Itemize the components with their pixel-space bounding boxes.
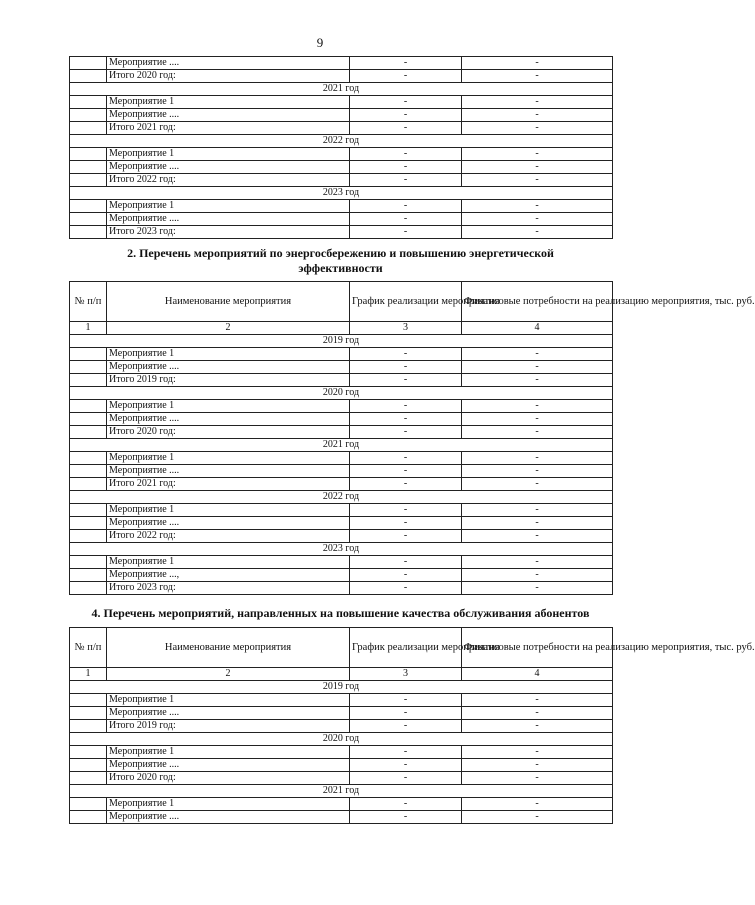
- activity-name: Мероприятие ....: [107, 517, 350, 530]
- finance-value: -: [462, 109, 613, 122]
- activity-name: Мероприятие ....: [107, 413, 350, 426]
- activity-row: [70, 213, 613, 226]
- schedule-value: -: [350, 122, 462, 135]
- activity-name: Мероприятие ....: [107, 707, 350, 720]
- row-number-cell: [70, 161, 107, 174]
- schedule-value: -: [350, 707, 462, 720]
- finance-value: -: [462, 452, 613, 465]
- row-number-cell: [70, 517, 107, 530]
- schedule-value: -: [350, 361, 462, 374]
- row-number-cell: [70, 798, 107, 811]
- activity-row: [70, 569, 613, 582]
- finance-value: -: [462, 569, 613, 582]
- row-number-cell: [70, 200, 107, 213]
- year-label: 2023 год: [70, 543, 613, 556]
- activity-row: [70, 452, 613, 465]
- finance-value: -: [462, 361, 613, 374]
- finance-value: -: [462, 478, 613, 491]
- col-number: 2: [107, 322, 350, 335]
- activity-row: [70, 759, 613, 772]
- total-row: [70, 70, 613, 83]
- year-label: 2021 год: [70, 83, 613, 96]
- row-number-cell: [70, 426, 107, 439]
- schedule-value: -: [350, 374, 462, 387]
- schedule-value: -: [350, 478, 462, 491]
- col-number: 1: [70, 322, 107, 335]
- finance-value: -: [462, 798, 613, 811]
- activity-name: Мероприятие 1: [107, 694, 350, 707]
- total-row: [70, 174, 613, 187]
- schedule-value: -: [350, 57, 462, 70]
- page-number: 9: [316, 35, 324, 50]
- row-number-cell: [70, 400, 107, 413]
- continuation-table: [69, 56, 613, 239]
- activity-row: [70, 57, 613, 70]
- schedule-value: -: [350, 348, 462, 361]
- col-number: 1: [70, 668, 107, 681]
- schedule-value: -: [350, 200, 462, 213]
- row-number-cell: [70, 348, 107, 361]
- finance-value: -: [462, 517, 613, 530]
- total-label: Итого 2022 год:: [107, 174, 350, 187]
- total-label: Итого 2023 год:: [107, 226, 350, 239]
- schedule-value: -: [350, 694, 462, 707]
- activity-name: Мероприятие ....: [107, 57, 350, 70]
- activity-name: Мероприятие ....: [107, 759, 350, 772]
- total-row: [70, 772, 613, 785]
- schedule-value: -: [350, 504, 462, 517]
- row-number-cell: [70, 811, 107, 824]
- activity-row: [70, 556, 613, 569]
- finance-value: -: [462, 70, 613, 83]
- finance-value: -: [462, 226, 613, 239]
- year-row: [70, 491, 613, 504]
- total-label: Итого 2020 год:: [107, 772, 350, 785]
- finance-value: -: [462, 200, 613, 213]
- activity-name: Мероприятие ....: [107, 465, 350, 478]
- finance-value: -: [462, 582, 613, 595]
- schedule-value: -: [350, 746, 462, 759]
- col-header-finance: Финансовые потребности на реализацию мероприятия, тыс. руб.: [462, 282, 613, 322]
- total-label: Итого 2022 год:: [107, 530, 350, 543]
- row-number-cell: [70, 213, 107, 226]
- col-header-name: Наименование мероприятия: [107, 628, 350, 668]
- activity-name: Мероприятие 1: [107, 200, 350, 213]
- total-row: [70, 720, 613, 733]
- row-number-cell: [70, 530, 107, 543]
- activity-row: [70, 109, 613, 122]
- row-number-cell: [70, 582, 107, 595]
- col-number: 2: [107, 668, 350, 681]
- row-number-cell: [70, 569, 107, 582]
- row-number-cell: [70, 374, 107, 387]
- col-header-num: № п/п: [70, 282, 107, 322]
- finance-value: -: [462, 811, 613, 824]
- year-label: 2021 год: [70, 439, 613, 452]
- finance-value: -: [462, 426, 613, 439]
- total-row: [70, 582, 613, 595]
- year-label: 2019 год: [70, 335, 613, 348]
- schedule-value: -: [350, 556, 462, 569]
- schedule-value: -: [350, 226, 462, 239]
- finance-value: -: [462, 746, 613, 759]
- activity-row: [70, 348, 613, 361]
- row-number-cell: [70, 96, 107, 109]
- schedule-value: -: [350, 759, 462, 772]
- finance-value: -: [462, 213, 613, 226]
- activity-name: Мероприятие ....: [107, 161, 350, 174]
- year-label: 2021 год: [70, 785, 613, 798]
- year-label: 2019 год: [70, 681, 613, 694]
- schedule-value: -: [350, 161, 462, 174]
- schedule-value: -: [350, 798, 462, 811]
- section-2-title-line-2: эффективности: [298, 261, 383, 275]
- row-number-cell: [70, 465, 107, 478]
- finance-value: -: [462, 148, 613, 161]
- activity-name: Мероприятие ....: [107, 811, 350, 824]
- activity-row: [70, 504, 613, 517]
- schedule-value: -: [350, 174, 462, 187]
- activity-name: Мероприятие ....: [107, 213, 350, 226]
- year-row: [70, 439, 613, 452]
- total-label: Итого 2019 год:: [107, 720, 350, 733]
- finance-value: -: [462, 772, 613, 785]
- total-label: Итого 2019 год:: [107, 374, 350, 387]
- row-number-cell: [70, 226, 107, 239]
- activity-row: [70, 465, 613, 478]
- finance-value: -: [462, 122, 613, 135]
- year-label: 2020 год: [70, 387, 613, 400]
- year-row: [70, 733, 613, 746]
- activity-name: Мероприятие ....: [107, 109, 350, 122]
- row-number-cell: [70, 122, 107, 135]
- year-label: 2022 год: [70, 491, 613, 504]
- energy-saving-table-header: [70, 282, 755, 335]
- row-number-cell: [70, 70, 107, 83]
- finance-value: -: [462, 556, 613, 569]
- activity-row: [70, 161, 613, 174]
- row-number-cell: [70, 148, 107, 161]
- finance-value: -: [462, 694, 613, 707]
- finance-value: -: [462, 96, 613, 109]
- section-2-title: [69, 246, 612, 276]
- col-number: 3: [350, 668, 462, 681]
- col-header-schedule: График реализации мероприятия: [350, 628, 462, 668]
- finance-value: -: [462, 57, 613, 70]
- schedule-value: -: [350, 517, 462, 530]
- col-number: 4: [462, 668, 613, 681]
- row-number-cell: [70, 174, 107, 187]
- activity-row: [70, 96, 613, 109]
- col-number: 4: [462, 322, 613, 335]
- schedule-value: -: [350, 426, 462, 439]
- schedule-value: -: [350, 96, 462, 109]
- total-label: Итого 2021 год:: [107, 478, 350, 491]
- row-number-cell: [70, 707, 107, 720]
- year-row: [70, 387, 613, 400]
- row-number-cell: [70, 746, 107, 759]
- finance-value: -: [462, 707, 613, 720]
- total-row: [70, 374, 613, 387]
- energy-saving-table: [69, 281, 755, 595]
- activity-name: Мероприятие ....: [107, 361, 350, 374]
- year-row: [70, 83, 613, 96]
- year-row: [70, 335, 613, 348]
- finance-value: -: [462, 759, 613, 772]
- continuation-table-body: [70, 57, 613, 239]
- total-row: [70, 122, 613, 135]
- col-header-finance: Финансовые потребности на реализацию мероприятия, тыс. руб.: [462, 628, 613, 668]
- schedule-value: -: [350, 452, 462, 465]
- section-2-title-line-1: 2. Перечень мероприятий по энергосбережению и повышению энергетической: [127, 246, 554, 260]
- row-number-cell: [70, 556, 107, 569]
- schedule-value: -: [350, 720, 462, 733]
- year-row: [70, 543, 613, 556]
- schedule-value: -: [350, 569, 462, 582]
- finance-value: -: [462, 413, 613, 426]
- activity-row: [70, 517, 613, 530]
- total-label: Итого 2020 год:: [107, 70, 350, 83]
- row-number-cell: [70, 759, 107, 772]
- row-number-cell: [70, 109, 107, 122]
- schedule-value: -: [350, 811, 462, 824]
- year-row: [70, 785, 613, 798]
- total-row: [70, 426, 613, 439]
- row-number-cell: [70, 504, 107, 517]
- schedule-value: -: [350, 530, 462, 543]
- activity-row: [70, 413, 613, 426]
- row-number-cell: [70, 413, 107, 426]
- row-number-cell: [70, 452, 107, 465]
- row-number-cell: [70, 694, 107, 707]
- total-row: [70, 530, 613, 543]
- finance-value: -: [462, 348, 613, 361]
- year-label: 2020 год: [70, 733, 613, 746]
- total-label: Итого 2021 год:: [107, 122, 350, 135]
- activity-row: [70, 148, 613, 161]
- schedule-value: -: [350, 465, 462, 478]
- finance-value: -: [462, 465, 613, 478]
- activity-row: [70, 798, 613, 811]
- activity-name: Мероприятие 1: [107, 556, 350, 569]
- activity-row: [70, 707, 613, 720]
- schedule-value: -: [350, 582, 462, 595]
- activity-row: [70, 361, 613, 374]
- activity-name: Мероприятие 1: [107, 452, 350, 465]
- activity-name: Мероприятие 1: [107, 504, 350, 517]
- schedule-value: -: [350, 772, 462, 785]
- col-header-name: Наименование мероприятия: [107, 282, 350, 322]
- col-number: 3: [350, 322, 462, 335]
- activity-name: Мероприятие 1: [107, 400, 350, 413]
- service-quality-table: [69, 627, 755, 824]
- activity-name: Мероприятие ...,: [107, 569, 350, 582]
- activity-name: Мероприятие 1: [107, 746, 350, 759]
- year-label: 2023 год: [70, 187, 613, 200]
- year-label: 2022 год: [70, 135, 613, 148]
- row-number-cell: [70, 361, 107, 374]
- row-number-cell: [70, 720, 107, 733]
- total-label: Итого 2023 год:: [107, 582, 350, 595]
- finance-value: -: [462, 161, 613, 174]
- finance-value: -: [462, 400, 613, 413]
- year-row: [70, 135, 613, 148]
- schedule-value: -: [350, 213, 462, 226]
- col-header-schedule: График реализации мероприятия: [350, 282, 462, 322]
- finance-value: -: [462, 530, 613, 543]
- activity-name: Мероприятие 1: [107, 96, 350, 109]
- activity-name: Мероприятие 1: [107, 148, 350, 161]
- energy-saving-table-body: [70, 335, 613, 595]
- year-row: [70, 187, 613, 200]
- col-header-num: № п/п: [70, 628, 107, 668]
- year-row: [70, 681, 613, 694]
- total-row: [70, 478, 613, 491]
- row-number-cell: [70, 57, 107, 70]
- activity-row: [70, 694, 613, 707]
- service-quality-table-body: [70, 681, 613, 824]
- activity-row: [70, 811, 613, 824]
- activity-row: [70, 200, 613, 213]
- activity-row: [70, 746, 613, 759]
- activity-name: Мероприятие 1: [107, 798, 350, 811]
- section-4-title: [69, 606, 612, 621]
- finance-value: -: [462, 504, 613, 517]
- service-quality-table-header: [70, 628, 755, 681]
- finance-value: -: [462, 720, 613, 733]
- total-row: [70, 226, 613, 239]
- finance-value: -: [462, 174, 613, 187]
- schedule-value: -: [350, 148, 462, 161]
- finance-value: -: [462, 374, 613, 387]
- schedule-value: -: [350, 400, 462, 413]
- row-number-cell: [70, 478, 107, 491]
- activity-name: Мероприятие 1: [107, 348, 350, 361]
- section-4-title-line-1: 4. Перечень мероприятий, направленных на повышение качества обслуживания абонентов: [91, 606, 590, 620]
- schedule-value: -: [350, 70, 462, 83]
- row-number-cell: [70, 772, 107, 785]
- activity-row: [70, 400, 613, 413]
- total-label: Итого 2020 год:: [107, 426, 350, 439]
- schedule-value: -: [350, 413, 462, 426]
- schedule-value: -: [350, 109, 462, 122]
